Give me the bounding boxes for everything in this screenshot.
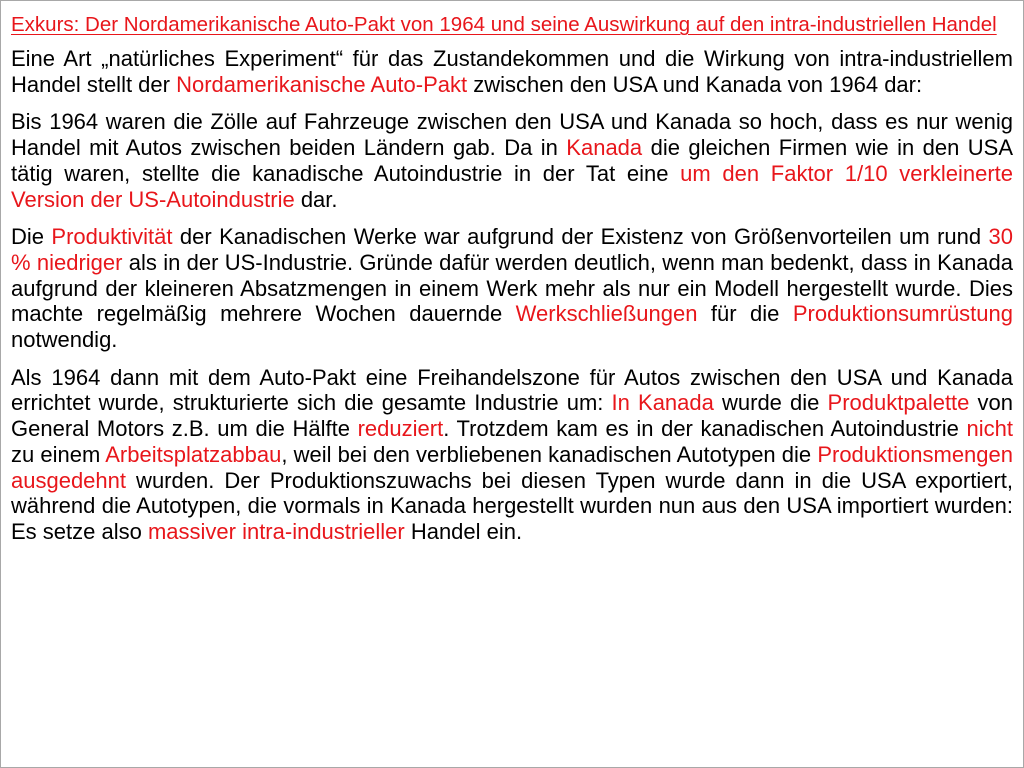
text-run: dar. [294,186,338,212]
highlighted-term: In Kanada [611,390,714,416]
text-run: . Trotzdem kam es in der kanadischen Autoindustrie [443,416,967,442]
paragraph-4 [11,365,1013,545]
highlighted-term: Nordamerikanische Auto-Pakt [176,71,468,97]
text-run: von General Motors z.B. um die Hälfte [11,390,1013,442]
text-run: wurde die [713,390,828,416]
text-run: notwendig. [11,327,118,353]
paragraph-3 [11,224,1013,353]
text-run: zu einem [11,441,106,467]
highlighted-term: Produktpalette [827,390,970,416]
highlighted-term: 30 % niedriger [11,224,1014,275]
text-run: zwischen den USA und Kanada von 1964 dar: [467,71,923,97]
highlighted-term: um den Faktor 1/10 verkleinerte Version der US-Autoindustrie [11,160,1014,212]
highlighted-term: Produktivität [51,224,173,250]
text-run: als in der US-Industrie. Gründe dafür werden deutlich, wenn man bedenkt, dass in Kanada aufgrund der kleineren Absatzmengen in einem Werk mehr als nur ein Modell hergestellt wurde. Dies machte regelmäßig mehrere Wochen dauernde [11,249,1014,327]
text-run: der Kanadischen Werke war aufgrund der Existenz von Größenvorteilen um rund [172,224,989,250]
paragraph-1 [11,46,1013,97]
paragraph-2 [11,109,1013,212]
text-run: Bis 1964 waren die Zölle auf Fahrzeuge zwischen den USA und Kanada so hoch, dass es nur wenig Handel mit Autos zwischen beiden Ländern gab. Da in [11,109,1013,161]
text-run: wurden. Der Produktionszuwachs bei diesen Typen wurde dann in die USA exportiert, während die Autotypen, die vormals in Kanada hergestellt wurden nun aus den USA importiert wurden: Es setze also [11,467,1013,544]
text-run: Als 1964 dann mit dem Auto-Pakt eine Freihandelszone für Autos zwischen den USA und Kanada errichtet wurde, strukturierte sich die gesamte Industrie um: [11,364,1013,416]
highlighted-term: Arbeitsplatzabbau [105,441,282,467]
highlighted-term: Produktionsmengen ausgedehnt [11,441,1013,493]
text-run: Handel ein. [404,518,523,544]
highlighted-term: reduziert [357,416,444,442]
highlighted-term: massiver intra-industrieller [147,518,405,544]
text-run: die gleichen Firmen wie in den USA tätig waren, stellte die kanadische Autoindustrie in der Tat eine [11,135,1013,186]
highlighted-term: Kanada [566,135,643,161]
text-run: , weil bei den verbliebenen kanadischen Autotypen die [281,441,818,467]
text-run: Eine Art „natürliches Experiment“ für das Zustandekommen und die Wirkung von intra-industriellem Handel stellt der [11,46,1013,97]
highlighted-term: nicht [966,416,1013,442]
slide-title: Exkurs: Der Nordamerikanische Auto-Pakt von 1964 und seine Auswirkung auf den intra-industriellen Handel [11,13,997,36]
text-run: für die [697,301,793,327]
slide-content [11,10,1013,557]
text-run: Die [11,224,52,250]
highlighted-term: Werkschließungen [515,301,698,327]
highlighted-term: Produktionsumrüstung [792,301,1013,327]
